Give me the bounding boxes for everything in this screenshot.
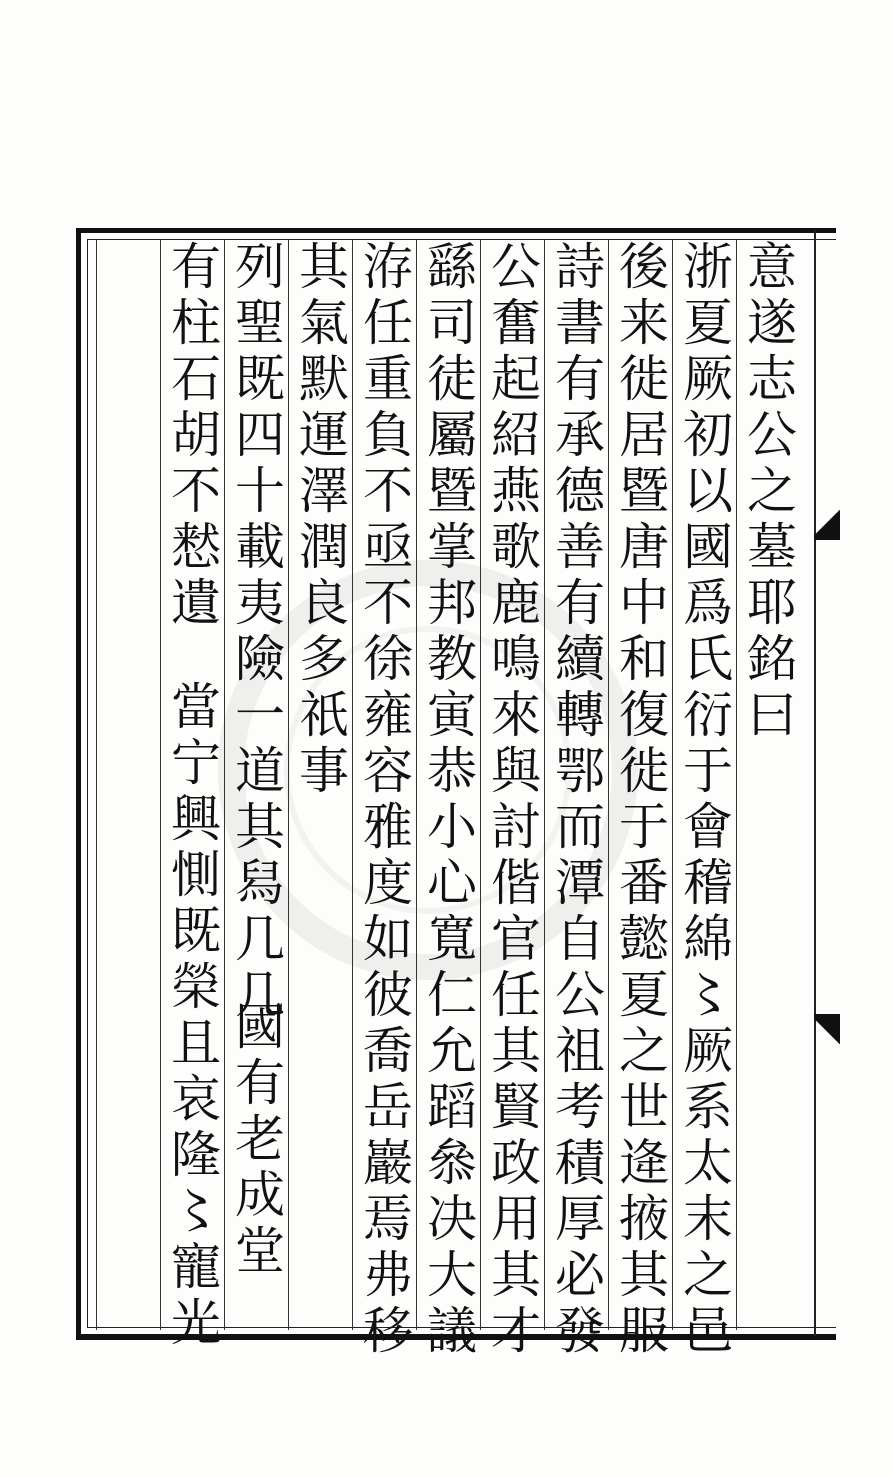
column-text-lower: 國有老成堂 — [227, 1000, 285, 1280]
text-column-2 — [672, 240, 734, 1360]
text-column-7 — [352, 240, 414, 1360]
column-text: 列聖既四十載夷險一道其舄几几 — [227, 240, 285, 1024]
fold-mark-bottom — [814, 1014, 840, 1044]
text-column-10 — [160, 240, 222, 1352]
column-text: 意遂志公之墓耶銘曰 — [739, 240, 797, 744]
column-text: 公奮起紹燕歌鹿鳴來與討偕官任其賢政用其才 — [483, 240, 541, 1360]
text-column-9 — [224, 240, 286, 1330]
column-text: 其氣默運澤潤良多祇事 — [291, 240, 349, 800]
column-text: 詩書有承德善有續轉鄂而潭自公祖考積厚必發 — [547, 240, 605, 1360]
column-text-lower: 當宁興惻既榮且哀隆〻寵光 — [163, 680, 221, 1352]
column-text: 有柱石胡不慭遺 — [163, 240, 221, 632]
text-column-11 — [96, 240, 160, 1330]
text-column-4 — [544, 240, 606, 1360]
column-text: 洊任重負不亟不徐雍容雅度如彼喬岳巖焉弗移 — [355, 240, 413, 1360]
text-column-1 — [736, 240, 798, 1330]
fold-mark-top — [814, 510, 840, 540]
text-column-3 — [608, 240, 670, 1360]
text-column-8 — [288, 240, 350, 1330]
text-column-5 — [480, 240, 542, 1360]
text-column-6 — [416, 240, 478, 1360]
column-text: 後来徙居暨唐中和復徙于番懿夏之世逄掖其服 — [611, 240, 669, 1360]
fold-margin-strip — [814, 230, 842, 1336]
column-text: 浙夏厥初以國爲氏衍于會稽綿〻厥系太末之邑 — [675, 240, 733, 1360]
column-text: 繇司徒屬暨掌邦教寅恭小心寬仁允蹈叅决大議 — [419, 240, 477, 1360]
